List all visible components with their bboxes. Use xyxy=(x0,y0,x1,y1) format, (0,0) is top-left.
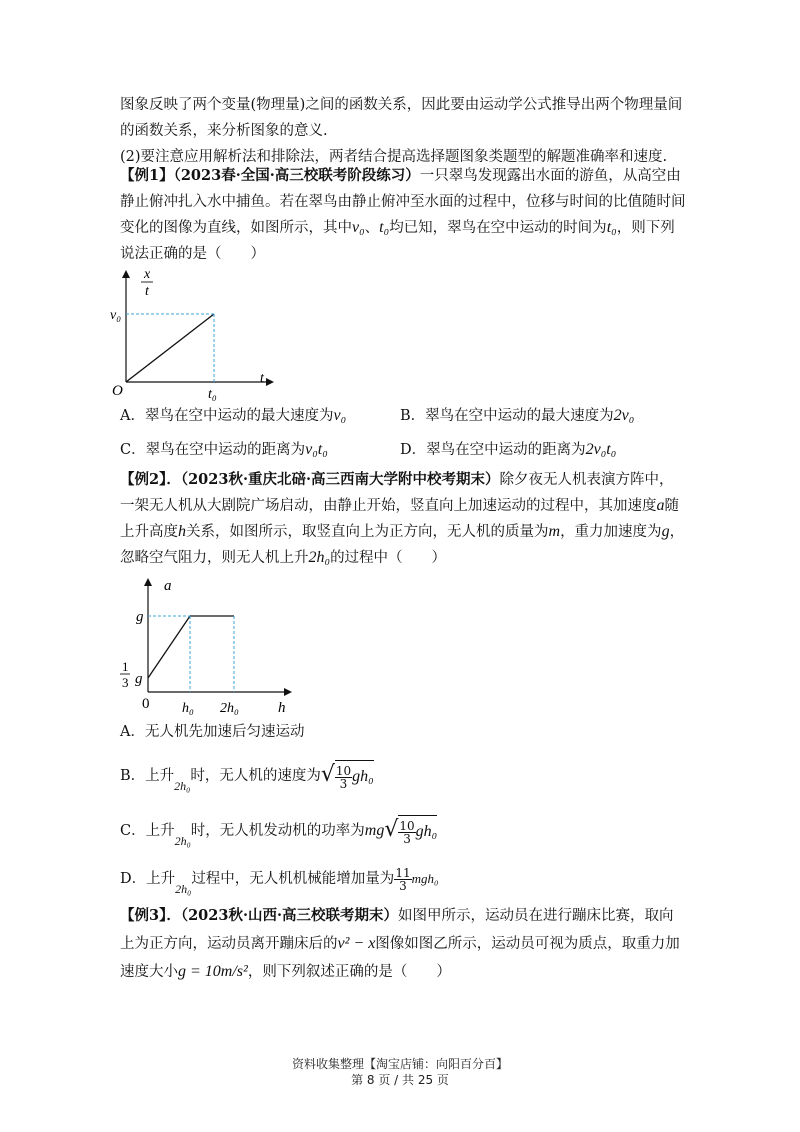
ex1-option-b xyxy=(400,406,634,426)
ex1-option-d-val: 2v₀t₀ xyxy=(585,441,617,458)
ex2-line-4 xyxy=(120,548,446,568)
ex1-option-d xyxy=(400,440,616,460)
ex3-line-1 xyxy=(120,906,674,926)
footer-page-number: 第 8 页 / 共 25 页 xyxy=(351,1073,449,1087)
ex2-option-b-frac-num: 10 xyxy=(335,763,352,778)
ex1-t-label: t xyxy=(260,371,264,386)
ex3-text-2a: 上为正方向，运动员离开蹦床后的 xyxy=(120,936,338,952)
ex2-h-label: h xyxy=(278,700,286,716)
ex2-option-d-frac xyxy=(394,867,411,892)
ex2-g: g xyxy=(661,523,670,540)
ex2-option-b-gh0: gh₀ xyxy=(352,768,374,785)
ex2-option-b-frac xyxy=(335,765,352,790)
ex2-option-c-text2: 时，无人机发动机的功率为 xyxy=(190,823,365,839)
ex1-graph xyxy=(112,262,282,402)
ex2-option-d-text: D．上升 xyxy=(120,871,176,887)
ex2-option-c-frac-den: 3 xyxy=(403,831,411,846)
ex2-option-c-sqrt: √ $\frac{10}{3}$ gh₀ xyxy=(384,817,438,846)
ex3-text-2b: 图像如图乙所示，运动员可视为质点，取重力加 xyxy=(375,936,680,952)
ex2-text-3d: ， xyxy=(669,524,685,540)
ex2-text-1: 除夕夜无人机表演方阵中， xyxy=(499,472,674,488)
ex1-option-a-text: A．翠鸟在空中运动的最大速度为 xyxy=(120,408,334,424)
ex2-line-3 xyxy=(120,522,684,542)
ex2-option-b-h: 2h₀ xyxy=(174,779,191,793)
ex2-zero: 0 xyxy=(142,696,150,712)
ex2-ramp xyxy=(148,616,190,678)
ex1-v0: v₀ xyxy=(352,219,365,236)
intro-line-3: (2)要注意应用解析法和排除法，两者结合提高选择题图象类题型的解题准确率和速度. xyxy=(120,149,668,165)
ex1-option-c-text: C．翠鸟在空中运动的距离为 xyxy=(120,442,306,458)
ex1-line-1 xyxy=(120,166,681,186)
ex1-tag: 【例1】（2023春·全国·高三校联考阶段练习） xyxy=(120,167,420,184)
ex2-h2: 2h₀ xyxy=(308,549,331,566)
ex2-option-c xyxy=(120,815,437,856)
footer-source: 资料收集整理【淘宝店铺：向阳百分百】 xyxy=(291,1057,508,1071)
ex2-third-g: g xyxy=(135,671,143,687)
ex2-option-d-tail: mgh₀ xyxy=(411,871,439,886)
ex1-t0: t₀ xyxy=(379,219,390,236)
ex1-line-2: 静止俯冲扎入水中捕鱼。若在翠鸟由静止俯冲至水面的过程中，位移与时间的比值随时间 xyxy=(120,194,686,210)
ex2-a: a xyxy=(656,497,665,514)
ex1-y-axis-arrow xyxy=(122,270,130,278)
ex2-text-2a: 一架无人机从大剧院广场启动，由静止开始，竖直向上加速运动的过程中，其加速度 xyxy=(120,498,657,514)
ex1-option-b-text: B．翠鸟在空中运动的最大速度为 xyxy=(400,408,614,424)
ex1-option-a-val: v₀ xyxy=(333,407,347,424)
ex2-option-d xyxy=(120,864,439,904)
ex2-option-d-frac-num: 11 xyxy=(395,865,411,880)
ex1-option-d-text: D．翠鸟在空中运动的距离为 xyxy=(400,442,586,458)
ex2-text-4b: 的过程中（ ） xyxy=(330,550,447,566)
ex2-g-label: g xyxy=(136,609,144,625)
ex1-option-a xyxy=(120,406,346,426)
ex1-line-4: 说法正确的是（ ） xyxy=(120,246,265,262)
ex2-option-c-frac xyxy=(398,820,415,845)
ex1-text-1: 一只翠鸟发现露出水面的游鱼，从高空由 xyxy=(419,168,681,184)
ex1-ylabel-den: t xyxy=(145,284,149,299)
ex2-option-d-text2: 过程中，无人机机械能增加量为 xyxy=(191,871,395,887)
ex2-line-2 xyxy=(120,496,679,516)
ex2-option-c-mg: mg xyxy=(364,822,385,839)
ex2-option-b-text2: 时，无人机的速度为 xyxy=(190,768,321,784)
ex2-option-a: A．无人机先加速后匀速运动 xyxy=(120,724,305,740)
ex2-line-1 xyxy=(120,470,674,490)
ex2-third-num: 1 xyxy=(122,659,129,674)
ex3-text-3a: 速度大小 xyxy=(120,964,178,980)
ex2-a-label: a xyxy=(164,578,172,594)
ex1-t-axis-arrow xyxy=(266,378,274,386)
ex1-line-3 xyxy=(120,218,675,238)
ex1-option-c xyxy=(120,440,328,460)
ex2-option-b xyxy=(120,760,374,801)
intro-line-2: 的函数关系，来分析图象的意义. xyxy=(120,123,328,139)
ex2-option-b-text: B．上升 xyxy=(120,768,175,784)
ex3-text-3b: ，则下列叙述正确的是（ ） xyxy=(247,964,451,980)
ex2-third-den: 3 xyxy=(122,675,129,690)
ex1-text-3b: 均已知，翠鸟在空中运动的时间为 xyxy=(389,220,607,236)
ex1-ylabel-num: x xyxy=(144,267,151,282)
ex2-text-3c: ，重力加速度为 xyxy=(560,524,662,540)
ex1-t0-label: t₀ xyxy=(208,387,217,402)
ex1-text-3c: ，则下列 xyxy=(616,220,675,236)
ex1-option-b-val: 2v₀ xyxy=(613,407,635,424)
ex2-option-d-h: 2h₀ xyxy=(175,882,192,896)
ex1-sep: 、 xyxy=(364,220,380,236)
ex2-option-d-frac-den: 3 xyxy=(399,878,407,893)
ex2-option-c-h: 2h₀ xyxy=(174,834,191,848)
ex2-graph xyxy=(116,570,301,720)
ex2-option-b-frac-den: 3 xyxy=(339,776,348,791)
ex1-line xyxy=(126,314,214,382)
ex2-a-axis-arrow xyxy=(144,578,152,586)
ex2-2h0-label: 2h₀ xyxy=(220,701,239,716)
ex2-option-c-frac-num: 10 xyxy=(399,818,415,833)
ex1-text-3a: 变化的图像为直线，如图所示，其中 xyxy=(120,220,352,236)
ex2-option-c-gh0: gh₀ xyxy=(415,823,438,840)
ex2-text-3a: 上升高度 xyxy=(120,524,178,540)
ex3-v2x: v² − x xyxy=(337,935,376,952)
ex2-h: h xyxy=(178,523,186,540)
ex1-v0-label: v₀ xyxy=(110,308,122,323)
intro-line-1: 图象反映了两个变量(物理量)之间的函数关系，因此要由运动学公式推导出两个物理量间 xyxy=(120,97,683,113)
ex3-gval: g = 10m/s² xyxy=(178,963,248,980)
ex1-origin: O xyxy=(112,383,123,399)
ex2-h0-label: h₀ xyxy=(182,701,194,716)
ex2-text-3b: 关系，如图所示，取竖直向上为正方向，无人机的质量为 xyxy=(186,524,549,540)
ex3-text-1: 如图甲所示，运动员在进行蹦床比赛，取向 xyxy=(398,908,674,924)
ex3-line-3 xyxy=(120,962,451,982)
ex3-tag: 【例3】．（2023秋·山西·高三校联考期末） xyxy=(120,907,399,924)
ex2-text-4a: 忽略空气阻力，则无人机上升 xyxy=(120,550,309,566)
ex2-tag: 【例2】．（2023秋·重庆北碚·高三西南大学附中校考期末） xyxy=(120,471,500,488)
ex2-option-c-text: C．上升 xyxy=(120,823,175,839)
ex2-option-b-sqrt: √ $\frac{10}{3}$ gh₀ xyxy=(320,762,374,791)
ex1-t0-b: t₀ xyxy=(606,219,617,236)
ex2-h-axis-arrow xyxy=(284,688,292,696)
ex3-line-2 xyxy=(120,934,680,954)
ex1-option-c-val: v₀t₀ xyxy=(305,441,328,458)
ex2-text-2b: 随 xyxy=(664,498,679,514)
ex2-m: m xyxy=(548,523,561,540)
